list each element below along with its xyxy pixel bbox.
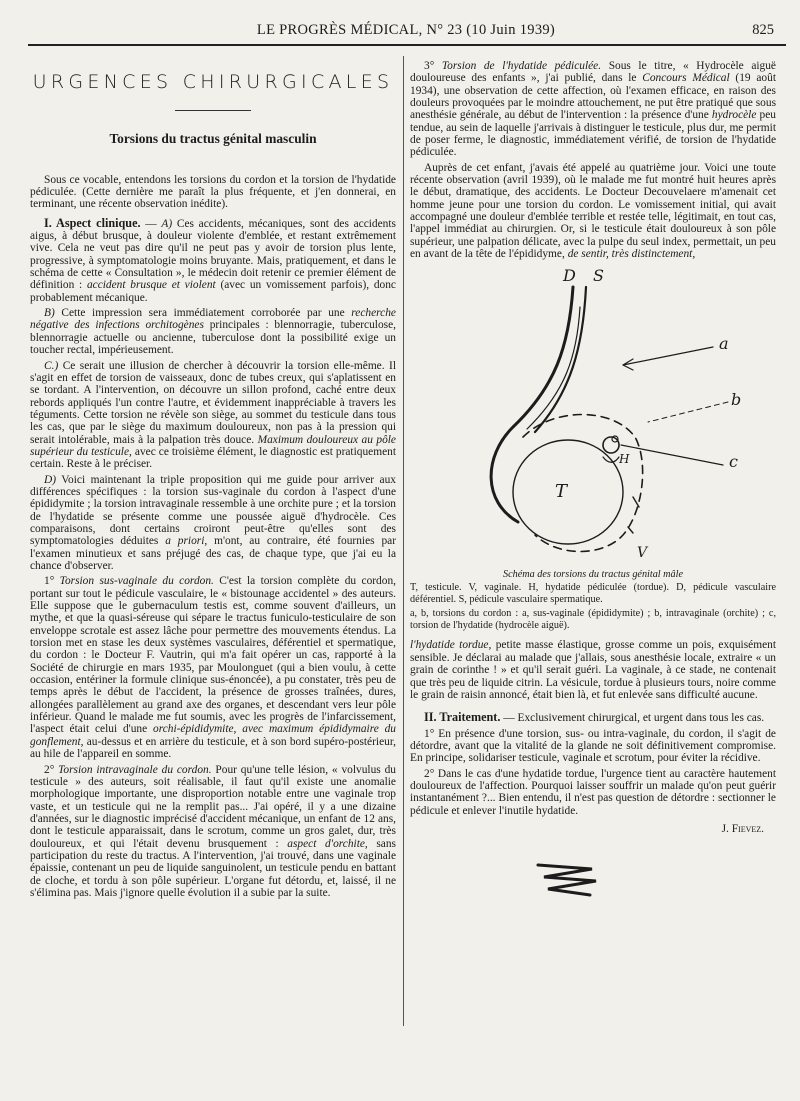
column-divider <box>403 56 404 1026</box>
vaginale-outline <box>523 414 643 551</box>
emph-2b: aspect d'orchite, <box>287 837 368 850</box>
section-title: URGENCES CHIRURGICALES <box>32 71 394 93</box>
header-rule <box>28 44 786 46</box>
emph-3b: Concours Médical <box>642 72 730 85</box>
emph-1b: orchi-épididymite, avec maximum épididymaire du gonflement, <box>30 723 396 748</box>
emph-4: de sentir, très distinctement, <box>567 248 696 261</box>
text-d-end: , m'ont, au contraire, été fournies par l'examen minutieux et sans préjugé des cas, de chaque type, que j'ai eu la chance d'observer. <box>30 535 396 572</box>
left-column <box>30 60 396 902</box>
part2-heading: II. Traitement. <box>424 710 501 725</box>
label-b: b <box>731 389 742 409</box>
paragraph-5 <box>410 639 776 701</box>
caption-title: Schéma des torsions du tractus génital mâle <box>503 568 683 580</box>
text-b-end: principales : blennorragie, tuberculose, blennorragie actuelle ou ancienne, tuberculose dont la possibilité exige un toucher rectal, impérieusement. <box>30 319 396 357</box>
caption-line-1: T, testicule. V, vaginale. H, hydatide pédiculée (tordue). D, pédicule vasculaire déférentiel. S, pédicule vasculaire spermatique. <box>410 582 776 606</box>
label-D: D <box>563 266 576 285</box>
label-3: 3° <box>424 60 435 72</box>
emph-3c: hydrocèle <box>711 109 757 122</box>
figure-caption <box>410 569 776 632</box>
text-b: Cette impression sera immédiatement corroborée par une <box>61 307 345 320</box>
vaginale-marks <box>628 497 639 533</box>
label-c: c <box>729 451 738 471</box>
end-ornament-icon <box>530 855 610 905</box>
treatment-1: 1° En présence d'une torsion, sus- ou intra-vaginale, du cordon, il s'agit de détordre, avant que la vitalité de la glande ne soit définitivement compromise. En principe, solidariser testicule, vaginale et scrotum, pour éviter la récidive. <box>410 727 776 765</box>
text-c: Ce serait une illusion de chercher à découvrir la torsion elle-même. Il s'agit en effet de torsion de vaisseaux, donc de tubes creux, qui s'aplatissent en se tordant. A l'intervention, on découvre un sillon profond, caché entre deux rebords appliqués l'un contre l'autre, et évidemment inappréciable à travers les téguments. Cette torsion ne révèle son siège, au sommet du testicule dans tous les cas, que par le siège du maximum douloureux, non pas à la pression qui serait intolérable, mais à la palpation très douce. <box>30 359 396 446</box>
paragraph-b <box>30 307 396 356</box>
text-3-end: peu tendue, au sein de laquelle j'arrivais à distinguer le testicule, plus dur, me permit de poser ferme, le diagnostic, immédiatement vérifié, de torsion de l'hydatide pédiculée. <box>410 109 776 159</box>
arrow-c <box>621 445 723 465</box>
emph-1: Torsion sus-vaginale du cordon. <box>59 575 214 588</box>
journal-title: LE PROGRÈS MÉDICAL, N° 23 (10 Juin 1939) <box>256 22 556 38</box>
part1-heading: I. Aspect clinique. <box>44 215 141 230</box>
label-H: H <box>619 451 630 466</box>
testicle-outline <box>513 440 623 544</box>
paragraph-3 <box>410 60 776 159</box>
label-1: 1° <box>44 575 55 588</box>
text-4: Auprès de cet enfant, j'avais été appelé au quatrième jour. Voici une toute récente observation (avril 1939), où le malade me fut montré huit heures après le début, dramatique, des accidents. Le Docteur Decouvelaere m'amenait cet homme jeune pour une torsion du cordon. Le vomissement initial, qui avait accompagné une douleur d'emblée terrible et restée telle, légitimait, en tout cas, l'appel immédiat au chirurgien. Or, si le testicule était douloureux à son pôle supérieur, une palpation délicate, avec la pulpe du seul index, permettait, un peu en avant de la tête de l'épididyme, <box>410 161 776 261</box>
paragraph-2 <box>30 764 396 900</box>
intro-paragraph: Sous ce vocable, entendons les torsions du cordon et la torsion de l'hydatide pédiculée. (Cette dernière me paraît la plus fréquente, et j'en donnerai, en terminant, une récente observation inédite). <box>30 173 396 211</box>
paragraph-4 <box>410 162 776 261</box>
paragraph-a: I. Aspect clinique. — A) Ces accidents, mécaniques, sont des accidents aigus, à début brusque, à douleur violente d'emblée, et restant extrêmement vive. Cela ne veut pas dire qu'il ne peut pas y avoir de torsion plus lente, progressive, à symptomatologie moins bruyante. Mais, pratiquement, et dans le schéma de cette « Consultation », le médecin doit retenir ce premier élément de définition : accident brusque et violent (avec un vomissement parfois), donc probablement mécanique. <box>30 215 396 304</box>
text-3: Sous le titre, « Hydrocèle aiguë douloureuse des enfants », j'ai publié, dans le <box>410 60 776 85</box>
section-rule <box>175 110 251 111</box>
emph-a: accident brusque et violent <box>86 279 216 292</box>
text-5: petite masse élastique, grosse comme un pois, exquisément sensible. Je déclarai au malade que j'allais, sous anesthésie locale, extraire « un grain de corinthe ! » et qu'il serait guéri. La vaginale, à ce stade, ne contenait que très peu de liquide citrin. La vésicule, tordue à plusieurs tours, noire comme le grain de raisin annoncé, était bien là, et fut enlevée sans difficulté aucune. <box>410 639 776 701</box>
article-title: Torsions du tractus génital masculin <box>109 131 317 147</box>
end-ornament <box>530 855 776 908</box>
part2-paragraph <box>410 711 776 724</box>
emph-d: a priori <box>165 535 205 548</box>
arrow-b <box>648 402 728 422</box>
arrow-a <box>623 347 713 365</box>
treatment-2: 2° Dans le cas d'une hydatide tordue, l'urgence tient au caractère hautement douloureux de l'affection. Pourquoi laisser souffrir un malade qu'on peut guérir instantanément ?... Bien entendu, il n'est pas question de détordre : sectionner le pédicule et enlever l'inutile hydatide. <box>410 767 776 817</box>
hydatid-outline <box>603 437 619 453</box>
author-signature: J. Fievez. <box>721 822 764 835</box>
label-V: V <box>637 544 648 561</box>
label-2: 2° <box>44 763 55 776</box>
text-1: C'est la torsion complète du cordon, portant sur tout le pédicule vasculaire, le « bistounage accidentel » des auteurs. Elle suppose que le gubernaculum testis est, comme souvent d'ailleurs, un mythe, et que la quasi-séreuse qui sépare le tractus funiculo-testiculaire de son enveloppe scrotale est assez lâche pour permettre des mouvements étendus. La torsion met en stase les deux systèmes vasculaires, déférentiel et spermatique, du cordon : le Docteur F. Vautrin, qui m'a fait opérer un cas, rapporté à la Société de chirurgie en mars 1935, par Moulonguet (qui a bien voulu, à cette occasion, entériner la formule clinique sus-énoncée), a pu constater, très peu de temps après le début de l'accident, la présence de grosses traînées, dures, allongées parallèlement au grand axe des organes, et descendant vers leur pôle inférieur. Quand le malade me fut soumis, avec les progrès de l'infarcissement, l'aspect était celui d'une <box>30 575 396 736</box>
emph-c: Maximum douloureux au pôle supérieur du testicule, <box>30 433 396 458</box>
paragraph-c <box>30 360 396 471</box>
text-1-end: au-dessus et en arrière du testicule, et à son bord supéro-postérieur, au hile de l'appareil en somme. <box>30 735 396 761</box>
running-head <box>30 22 782 42</box>
emph-b: recherche négative des infections orchitogènes <box>30 307 396 332</box>
paragraph-1 <box>30 575 396 760</box>
label-d: D) <box>44 473 57 486</box>
torsion-diagram <box>443 267 743 567</box>
text-c-end: avec ce troisième élément, le diagnostic est pratiquement certain. Reste à le préciser. <box>30 445 396 471</box>
label-a: A) <box>161 217 173 230</box>
text-2-end: sans participation du reste du tractus. A l'intervention, j'ai trouvé, dans une vaginale épaissie, contenant un peu de liquide sanguinolent, un testicule pendu en battant de cloche, et tordu à son pôle supérieur. L'organe fut détordu, et, laissé, il ne s'élimina pas. Mais j'ignore quelle évolution il a subie par la suite. <box>30 837 396 899</box>
text-a-end: (avec un vomissement parfois), donc probablement mécanique. <box>30 279 396 304</box>
label-a: a <box>719 333 729 353</box>
emph-3: Torsion de l'hydatide pédiculée. <box>441 60 602 72</box>
emph-5: l'hydatide tordue, <box>410 639 492 652</box>
text-d: Voici maintenant la triple proposition qui me guide pour arriver aux différences spécifiques : la torsion sus-vaginale du cordon à l'aspect d'une épididymite ; la torsion intravaginale ressemble à une orchite pure ; et la torsion de l'hydatide se présente comme une poussée aiguë d'hydrocèle. Ces comparaisons, dont certains croiront peut-être qu'elles sont des symptomatologies déduites <box>30 473 396 548</box>
label-c: C.) <box>44 359 59 372</box>
label-b: B) <box>44 307 55 320</box>
text-a: Ces accidents, mécaniques, sont des accidents aigus, à début brusque, à douleur violente d'emblée, et restant extrêmement vive. Cela ne veut pas dire qu'il ne peut pas y avoir de torsion plus lente, progressive, à symptomatologie moins bruyante. Mais, pratiquement, et dans le schéma de cette « Consultation », le médecin doit retenir ce premier élément de définition : <box>30 217 396 292</box>
label-S: S <box>593 266 604 285</box>
paragraph-d <box>30 474 396 573</box>
text-2: Pour qu'une telle lésion, « volvulus du testicule » des auteurs, soit réalisable, il faut qu'il existe une anomalie morphologique importante, une disproportion notable entre une vaginale trop vaste, et un testicule qui ne la remplit pas... J'ai opéré, il y a une dizaine d'années, sur le diagnostic imprécisé d'accident mécanique, un enfant de 12 ans, dont le testicule apparaissait, dans le scrotum, comme un gros galet, dur, très douloureux, et qui l'était devenu brusquement : <box>30 763 396 850</box>
page-number: 825 <box>752 22 774 38</box>
right-column <box>410 60 776 909</box>
part2-intro: — Exclusivement chirurgical, et urgent dans tous les cas. <box>503 712 765 725</box>
label-T: T <box>555 480 568 502</box>
text-3-mid: (19 août 1934), une observation de cette affection, où l'examen efficace, en raison des douleurs provoquées par le moindre attouchement, ne put être pratiqué que sous anesthésie générale, au début de l'intervention : la présence d'une <box>410 72 776 122</box>
anatomical-figure <box>410 267 776 567</box>
emph-2: Torsion intravaginale du cordon. <box>58 763 212 776</box>
caption-line-2: a, b, torsions du cordon : a, sus-vaginale (épididymite) ; b, intravaginale (orchite) ; c, torsion de l'hydatide (hydrocèle aiguë). <box>410 607 776 631</box>
